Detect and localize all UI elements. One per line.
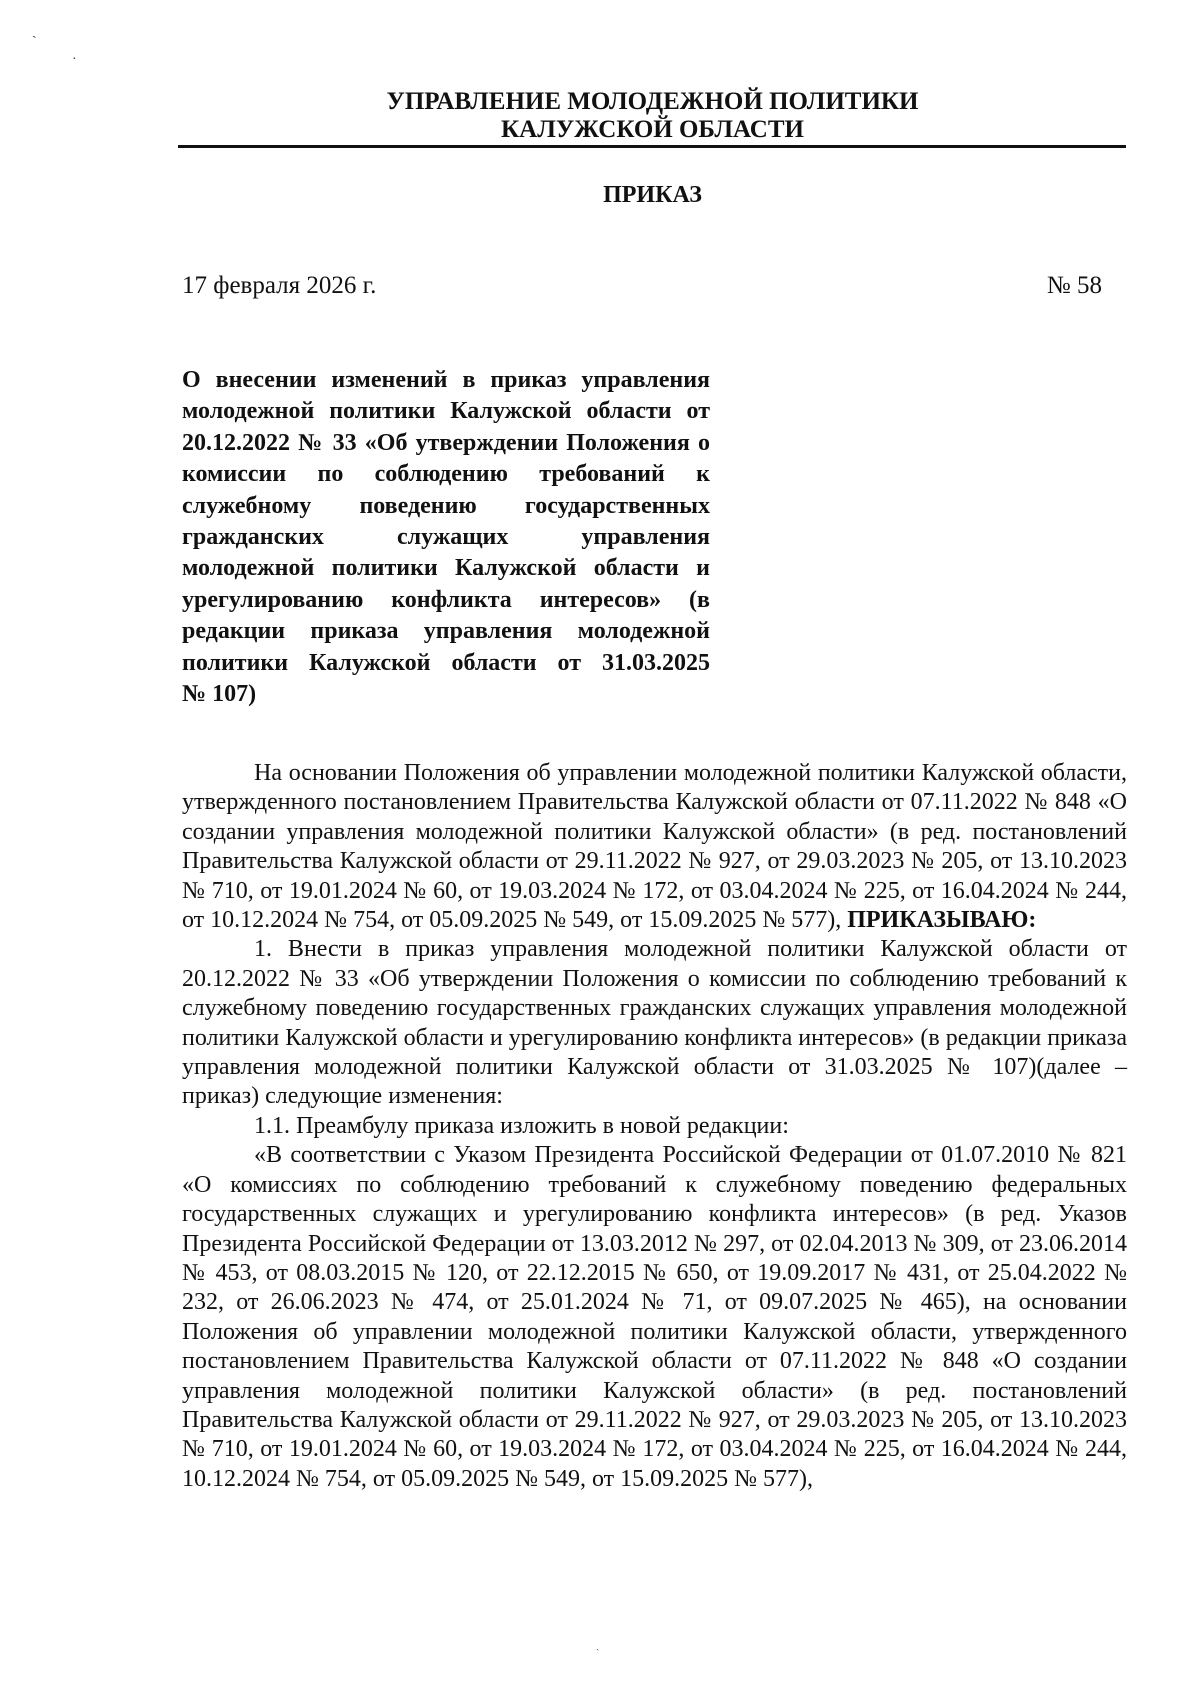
scan-speck: ˏ xyxy=(32,24,37,39)
order-date: 17 февраля 2026 г. xyxy=(182,272,377,299)
header-divider xyxy=(178,145,1126,148)
organization-header xyxy=(180,88,1125,144)
basis-text: На основании Положения об управлении молодежной политики Калужской области, утвержденного постановлением Правительства Калужской области от 07.11.2022 № 848 «О создании управления молодежной политики Калужской области» (в ред. постановлений Правительства Калужской области от 29.11.2022 № 927, от 29.03.2023 № 205, от 13.10.2023 № 710, от 19.01.2024 № 60, от 19.03.2024 № 172, от 03.04.2024 № 225, от 16.04.2024 № 244, от 10.12.2024 № 754, от 05.09.2025 № 549, от 15.09.2025 № 577), xyxy=(182,760,1127,934)
item-1-1-paragraph: 1.1. Преамбулу приказа изложить в новой редакции: xyxy=(254,1112,789,1139)
order-number: № 58 xyxy=(1046,272,1102,299)
subject-text-end: № 107) xyxy=(182,681,257,708)
document-type-title: ПРИКАЗ xyxy=(603,182,702,208)
order-directive: ПРИКАЗЫВАЮ: xyxy=(847,907,1037,934)
organization-name-line2: КАЛУЖСКОЙ ОБЛАСТИ xyxy=(501,116,804,143)
item-1-paragraph: 1. Внести в приказ управления молодежной политики Калужской области от 20.12.2022 № 33 «Об утверждении Положения о комиссии по соблюдению требований к служебному поведению государственных гражданских служащих управления молодежной политики Калужской области и урегулированию конфликта интересов» (в редакции приказа управления молодежной политики Калужской области от 31.03.2025 № 107)(далее – приказ) следующие изменения: xyxy=(182,936,1127,1110)
scan-speck: · xyxy=(72,52,77,67)
subject-text: О внесении изменений в приказ управления молодежной политики Калужской области от 20.12.2022 № 33 «Об утверждении Положения о комиссии по соблюдению требований к служебному поведению государственных гражданских служащих управления молодежной политики Калужской области и урегулированию конфликта интересов» (в редакции приказа управления молодежной политики Калужской области от 31.03.2025 xyxy=(182,367,710,676)
basis-paragraph xyxy=(182,759,1127,935)
order-body xyxy=(182,759,1127,1494)
date-number-line xyxy=(182,272,1102,300)
scan-speck: ˎ xyxy=(596,1640,600,1651)
organization-name-line1: УПРАВЛЕНИЕ МОЛОДЕЖНОЙ ПОЛИТИКИ xyxy=(386,88,919,115)
order-subject xyxy=(182,365,710,710)
preamble-paragraph: «В соответствии с Указом Президента Российской Федерации от 01.07.2010 № 821 «О комиссиях по соблюдению требований к служебному поведению федеральных государственных служащих и урегулированию конфликта интересов» (в ред. Указов Президента Российской Федерации от 13.03.2012 № 297, от 02.04.2013 № 309, от 23.06.2014 № 453, от 08.03.2015 № 120, от 22.12.2015 № 650, от 19.09.2017 № 431, от 25.04.2022 № 232, от 26.06.2023 № 474, от 25.01.2024 № 71, от 09.07.2025 № 465), на основании Положения об управлении молодежной политики Калужской области, утвержденного постановлением Правительства Калужской области от 07.11.2022 № 848 «О создании управления молодежной политики Калужской области» (в ред. постановлений Правительства Калужской области от 29.11.2022 № 927, от 29.03.2023 № 205, от 13.10.2023 № 710, от 19.01.2024 № 60, от 19.03.2024 № 172, от 03.04.2024 № 225, от 16.04.2024 № 244, 10.12.2024 № 754, от 05.09.2025 № 549, от 15.09.2025 № 577), xyxy=(182,1142,1127,1492)
